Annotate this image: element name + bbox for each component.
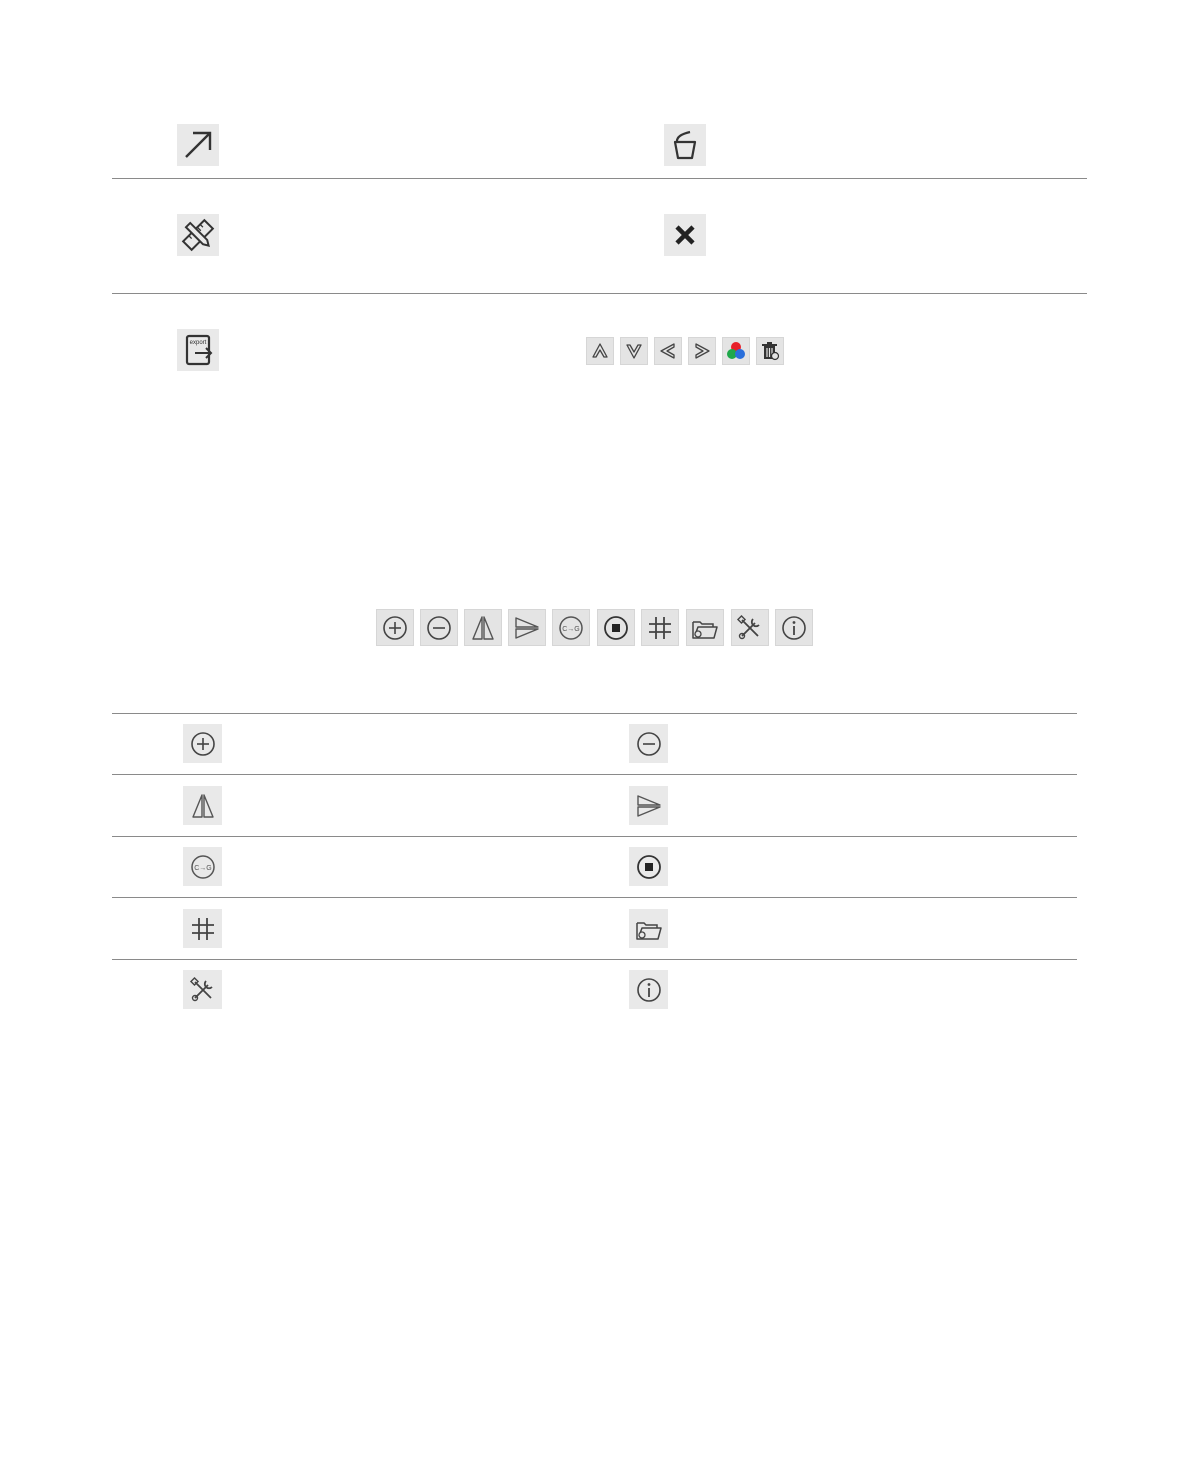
tools-icon xyxy=(188,975,218,1005)
zoom-out-icon xyxy=(424,613,454,643)
zoom-out-button[interactable] xyxy=(420,609,458,646)
close-button[interactable] xyxy=(664,214,706,256)
color-button[interactable] xyxy=(722,337,750,365)
eraser-icon xyxy=(668,128,702,162)
export-icon xyxy=(181,333,215,367)
move-left-button[interactable] xyxy=(654,337,682,365)
flip-horizontal-button[interactable] xyxy=(464,609,502,646)
record-button[interactable] xyxy=(597,609,635,646)
info-button[interactable] xyxy=(775,609,813,646)
close-icon xyxy=(668,218,702,252)
flip-vertical-button[interactable] xyxy=(508,609,546,646)
move-down-button[interactable] xyxy=(620,337,648,365)
row-divider xyxy=(112,897,1077,898)
chevron-up-icon xyxy=(589,340,611,362)
pen-ruler-button[interactable] xyxy=(177,214,219,256)
move-up-button[interactable] xyxy=(586,337,614,365)
zoom-out-button[interactable] xyxy=(629,724,668,763)
tools-button[interactable] xyxy=(731,609,769,646)
zoom-in-button[interactable] xyxy=(376,609,414,646)
zoom-in-icon xyxy=(380,613,410,643)
arrow-button[interactable] xyxy=(177,124,219,166)
grid-button[interactable] xyxy=(641,609,679,646)
flip-vertical-icon xyxy=(634,791,664,821)
cg-swap-icon xyxy=(556,613,586,643)
row-divider xyxy=(112,774,1077,775)
open-folder-icon xyxy=(690,613,720,643)
info-icon xyxy=(779,613,809,643)
flip-horizontal-icon xyxy=(188,791,218,821)
table-top-rule xyxy=(112,713,1077,714)
chevron-down-icon xyxy=(623,340,645,362)
open-folder-button[interactable] xyxy=(629,909,668,948)
row-divider xyxy=(112,178,1087,179)
flip-vertical-button[interactable] xyxy=(629,786,668,825)
pen-ruler-icon xyxy=(181,218,215,252)
grid-icon xyxy=(645,613,675,643)
cg-swap-glyph-label: C→G xyxy=(193,864,212,872)
open-folder-icon xyxy=(634,914,664,944)
info-icon xyxy=(634,975,664,1005)
row-divider xyxy=(112,836,1077,837)
delete-icon xyxy=(759,340,781,362)
grid-icon xyxy=(188,914,218,944)
cg-swap-button[interactable] xyxy=(552,609,590,646)
flip-vertical-icon xyxy=(512,613,542,643)
record-icon xyxy=(601,613,631,643)
export-glyph-label: export xyxy=(189,340,207,346)
eraser-button[interactable] xyxy=(664,124,706,166)
chevron-right-icon xyxy=(691,340,713,362)
zoom-in-button[interactable] xyxy=(183,724,222,763)
grid-button[interactable] xyxy=(183,909,222,948)
cg-swap-icon xyxy=(188,852,218,882)
record-icon xyxy=(634,852,664,882)
color-palette-icon xyxy=(725,340,747,362)
zoom-in-icon xyxy=(188,729,218,759)
flip-horizontal-icon xyxy=(468,613,498,643)
tools-button[interactable] xyxy=(183,970,222,1009)
row-divider xyxy=(112,959,1077,960)
zoom-out-icon xyxy=(634,729,664,759)
export-button[interactable] xyxy=(177,329,219,371)
chevron-left-icon xyxy=(657,340,679,362)
tools-icon xyxy=(735,613,765,643)
cg-swap-glyph-label: C→G xyxy=(562,625,580,633)
open-folder-button[interactable] xyxy=(686,609,724,646)
move-right-button[interactable] xyxy=(688,337,716,365)
row-divider xyxy=(112,293,1087,294)
record-button[interactable] xyxy=(629,847,668,886)
delete-button[interactable] xyxy=(756,337,784,365)
cg-swap-button[interactable] xyxy=(183,847,222,886)
info-button[interactable] xyxy=(629,970,668,1009)
flip-horizontal-button[interactable] xyxy=(183,786,222,825)
arrow-icon xyxy=(181,128,215,162)
